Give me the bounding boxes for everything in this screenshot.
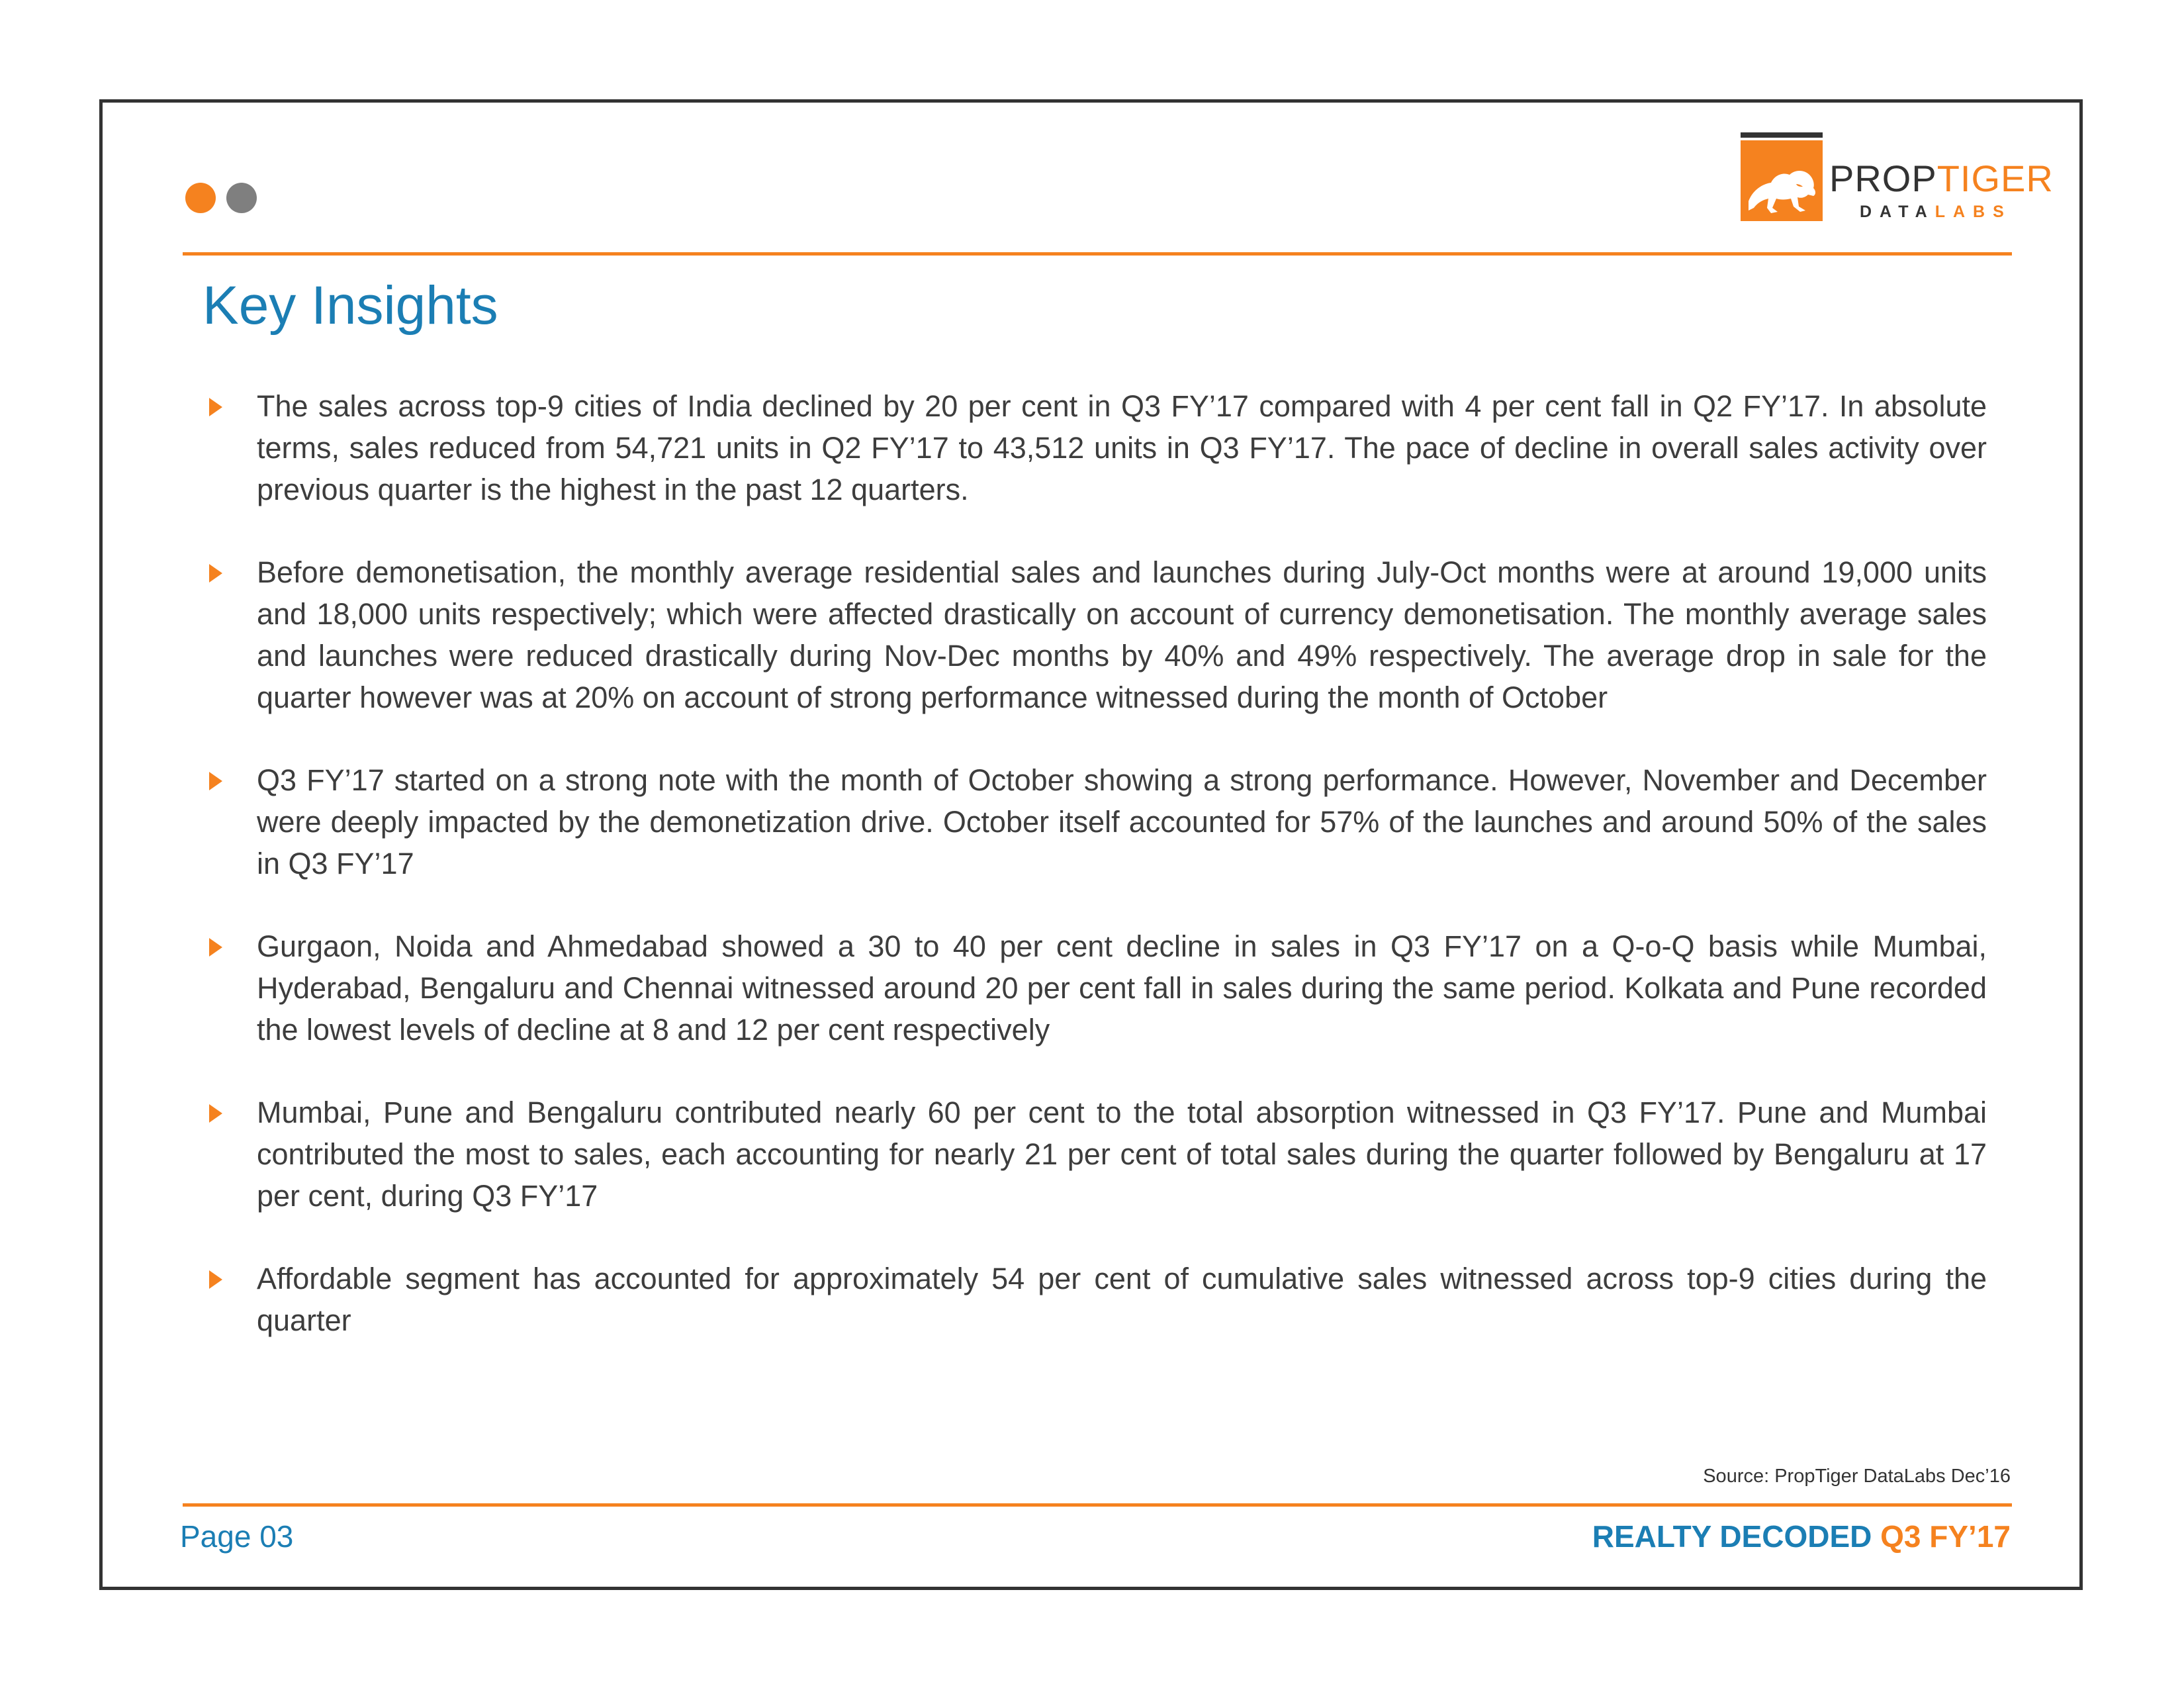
- insight-item: [206, 385, 1987, 510]
- logo-wordmark: [1829, 159, 2054, 199]
- logo-top-bar: [1741, 132, 1823, 138]
- footer-divider: [183, 1503, 2012, 1507]
- page-number: Page 03: [180, 1519, 294, 1554]
- bullet-arrow-icon: [209, 564, 222, 583]
- source-note: Source: PropTiger DataLabs Dec’16: [1703, 1466, 2011, 1487]
- insight-text: Before demonetisation, the monthly average residential sales and launches during July-Oct months were at around 19,000 units and 18,000 units respectively; which were affected drastically on account of currency demonetisation. The monthly average sales and launches were reduced drastically during Nov-Dec months by 40% and 49% respectively. The average drop in sale for the quarter however was at 20% on account of strong performance witnessed during the month of October: [257, 555, 1987, 714]
- proptiger-logo: [1741, 132, 2054, 225]
- header-dots: [185, 183, 257, 213]
- logo-prop-text: PROP: [1829, 158, 1937, 199]
- insight-text: Q3 FY’17 started on a strong note with the month of October showing a strong performance. However, November and December were deeply impacted by the demonetization drive. October itself accounted for 57% of the launches and around 50% of the sales in Q3 FY’17: [257, 763, 1987, 880]
- bullet-arrow-icon: [209, 772, 222, 790]
- logo-subtitle: [1860, 203, 2012, 221]
- bullet-arrow-icon: [209, 1104, 222, 1123]
- insight-text: Affordable segment has accounted for approximately 54 per cent of cumulative sales witnessed across top-9 cities during the quarter: [257, 1262, 1987, 1337]
- report-brand: [1592, 1519, 2011, 1554]
- report-quarter: Q3 FY’17: [1880, 1519, 2011, 1554]
- insight-item: [206, 551, 1987, 718]
- insights-list: [206, 385, 1987, 1382]
- insight-item: [206, 925, 1987, 1051]
- bullet-arrow-icon: [209, 398, 222, 416]
- grey-dot: [226, 183, 257, 213]
- tiger-icon: [1741, 140, 1823, 221]
- orange-dot: [185, 183, 216, 213]
- logo-labs-text: LABS: [1934, 203, 2012, 221]
- insight-text: Gurgaon, Noida and Ahmedabad showed a 30 to 40 per cent decline in sales in Q3 FY’17 on a Q-o-Q basis while Mumbai, Hyderabad, Bengaluru and Chennai witnessed around 20 per cent fall in sales during the same period. Kolkata and Pune recorded the lowest levels of decline at 8 and 12 per cent respectively: [257, 929, 1987, 1047]
- insight-text: The sales across top-9 cities of India declined by 20 per cent in Q3 FY’17 compared with 4 per cent fall in Q2 FY’17. In absolute terms, sales reduced from 54,721 units in Q2 FY’17 to 43,512 units in Q3 FY’17. The pace of decline in overall sales activity over previous quarter is the highest in the past 12 quarters.: [257, 389, 1987, 506]
- page-title: Key Insights: [203, 275, 498, 336]
- insight-item: [206, 1258, 1987, 1341]
- insight-text: Mumbai, Pune and Bengaluru contributed nearly 60 per cent to the total absorption witnessed in Q3 FY’17. Pune and Mumbai contributed the most to sales, each accounting for nearly 21 per cent of total sales during the quarter followed by Bengaluru at 17 per cent, during Q3 FY’17: [257, 1096, 1987, 1213]
- report-name: REALTY DECODED: [1592, 1519, 1872, 1554]
- tiger-icon-svg: [1745, 155, 1819, 218]
- bullet-arrow-icon: [209, 1270, 222, 1289]
- header-divider: [183, 252, 2012, 256]
- bullet-arrow-icon: [209, 938, 222, 957]
- insight-item: [206, 1092, 1987, 1217]
- logo-data-text: DATA: [1860, 203, 1935, 221]
- logo-tiger-text: TIGER: [1936, 158, 2054, 199]
- insight-item: [206, 759, 1987, 884]
